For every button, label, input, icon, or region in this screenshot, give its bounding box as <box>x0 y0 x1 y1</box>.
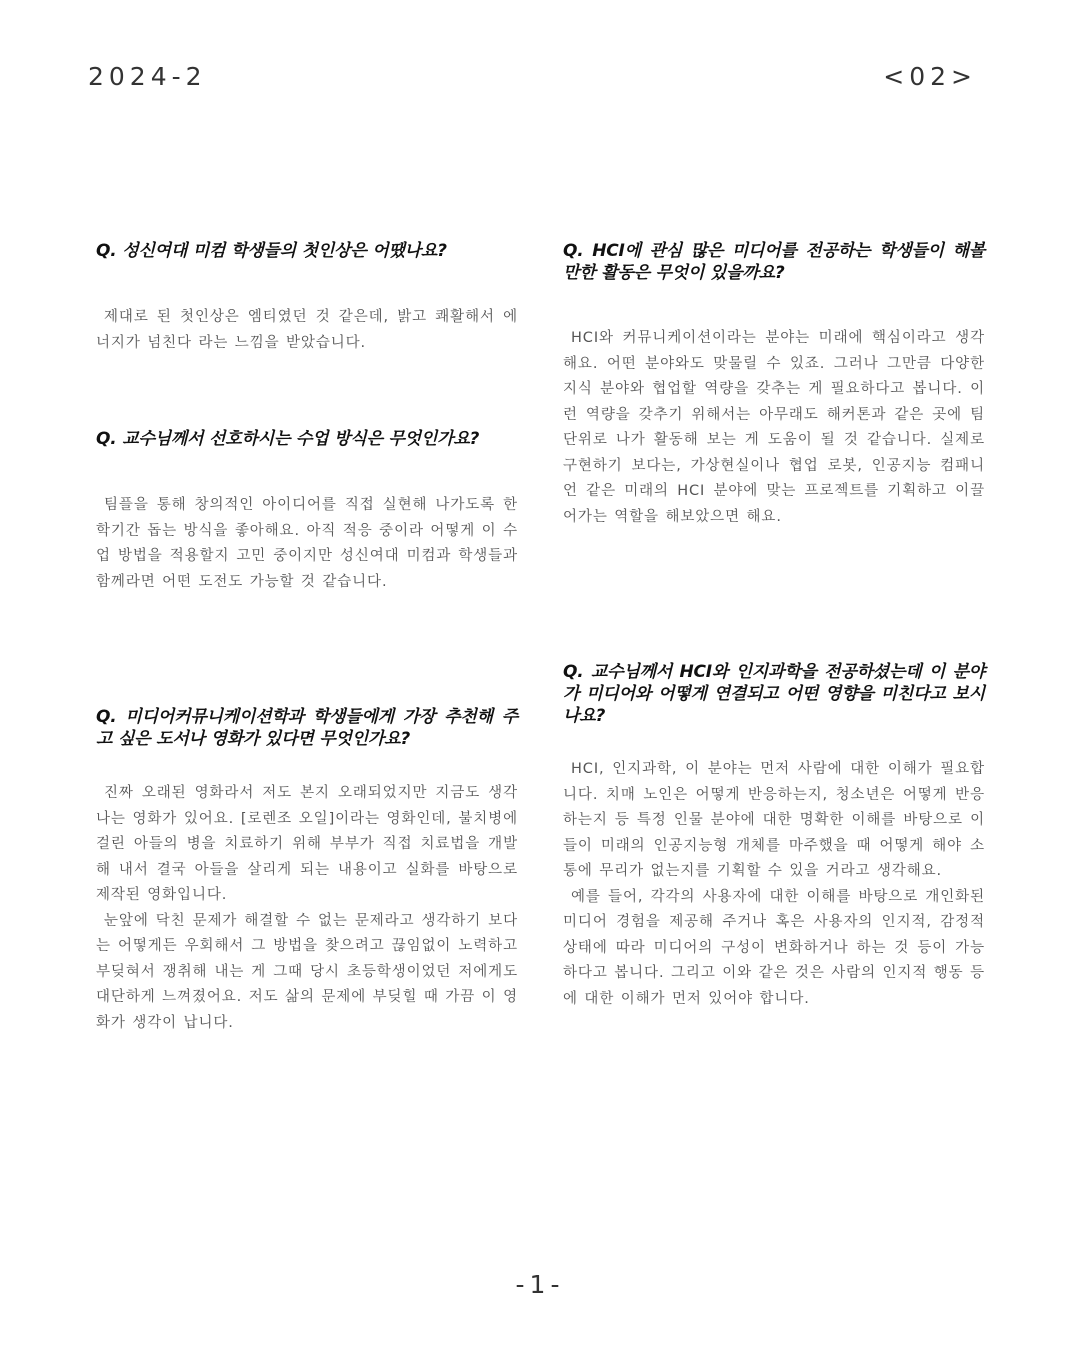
issue-date: 2024-2 <box>88 62 207 91</box>
answer-paragraph: 예를 들어, 각각의 사용자에 대한 이해를 바탕으로 개인화된 미디어 경험을 제공해 주거나 혹은 사용자의 인지적, 감정적 상태에 따라 미디어의 구성이 변화하거나 하는 것 등이 가능하다고 봅니다. 그리고 이와 같은 것은 사람의 인지적 행동 등에 대한 이해가 먼저 있어야 합니다. <box>563 888 985 1007</box>
qa-block-recommendation <box>96 706 518 1036</box>
issue-number: <02> <box>883 62 977 91</box>
answer-text <box>96 493 518 595</box>
answer-paragraph: 눈앞에 닥친 문제가 해결할 수 없는 문제라고 생각하기 보다는 어떻게든 우회해서 그 방법을 찾으려고 끊임없이 노력하고 부딪혀서 쟁취해 내는 게 그때 당시 초등학생이었던 저에게도 대단하게 느껴졌어요. 저도 삶의 문제에 부딪힐 때 가끔 이 영화가 생각이 납니다. <box>96 912 518 1031</box>
qa-block-teaching-style <box>96 428 518 595</box>
question-heading: Q. 성신여대 미컴 학생들의 첫인상은 어땠나요? <box>96 241 447 261</box>
qa-block-hci-activities <box>563 240 985 530</box>
answer-text <box>563 326 985 530</box>
question-heading: Q. 교수님께서 선호하시는 수업 방식은 무엇인가요? <box>96 429 480 449</box>
answer-paragraph: 팀플을 통해 창의적인 아이디어를 직접 실현해 나가도록 한 학기간 돕는 방식을 좋아해요. 아직 적응 중이라 어떻게 이 수업 방법을 적용할지 고민 중이지만 성신여대 미컴과 학생들과 함께라면 어떤 도전도 가능할 것 같습니다. <box>96 497 518 590</box>
page-number: -1- <box>515 1270 565 1299</box>
question-heading: Q. 교수님께서 HCI와 인지과학을 전공하셨는데 이 분야가 미디어와 어떻게 연결되고 어떤 영향을 미친다고 보시나요? <box>563 662 985 726</box>
answer-text <box>96 781 518 1036</box>
answer-paragraph: HCI, 인지과학, 이 분야는 먼저 사람에 대한 이해가 필요합니다. 치매 노인은 어떻게 반응하는지, 청소년은 어떻게 반응하는지 등 특정 인물 분야에 대한 명확한 이해를 바탕으로 이들이 미래의 인공지능형 개체를 마주했을 때 어떻게 해야 소통에 무리가 없는지를 기획할 수 있을 거라고 생각해요. <box>563 761 985 879</box>
answer-text <box>96 305 518 356</box>
answer-paragraph: HCI와 커뮤니케이션이라는 분야는 미래에 핵심이라고 생각해요. 어떤 분야와도 맞물릴 수 있죠. 그러나 그만큼 다양한 지식 분야와 협업할 역량을 갖추는 게 필요하다고 봅니다. 이런 역량을 갖추기 위해서는 아무래도 해커톤과 같은 곳에 팀 단위로 나가 활동해 보는 게 도움이 될 것 같습니다. 실제로 구현하기 보다는, 가상현실이나 협업 로봇, 인공지능 컴패니언 같은 미래의 HCI 분야에 맞는 프로젝트를 기획하고 이끌어가는 역할을 해보았으면 해요. <box>563 330 985 525</box>
answer-paragraph: 제대로 된 첫인상은 엠티였던 것 같은데, 밝고 쾌활해서 에너지가 넘친다 라는 느낌을 받았습니다. <box>96 309 518 351</box>
question-heading: Q. HCI에 관심 많은 미디어를 전공하는 학생들이 해볼 만한 활동은 무엇이 있을까요? <box>563 241 985 283</box>
answer-paragraph: 진짜 오래된 영화라서 저도 본지 오래되었지만 지금도 생각나는 영화가 있어요. [로렌조 오일]이라는 영화인데, 불치병에 걸린 아들의 병을 치료하기 위해 부부가 직접 치료법을 개발해 내서 결국 아들을 살리게 되는 내용이고 실화를 바탕으로 제작된 영화입니다. <box>96 785 518 903</box>
qa-block-hci-cognitive-science <box>563 661 985 1012</box>
qa-block-first-impression <box>96 240 518 356</box>
answer-text <box>563 757 985 1012</box>
question-heading: Q. 미디어커뮤니케이션학과 학생들에게 가장 추천해 주고 싶은 도서나 영화가 있다면 무엇인가요? <box>96 707 518 749</box>
